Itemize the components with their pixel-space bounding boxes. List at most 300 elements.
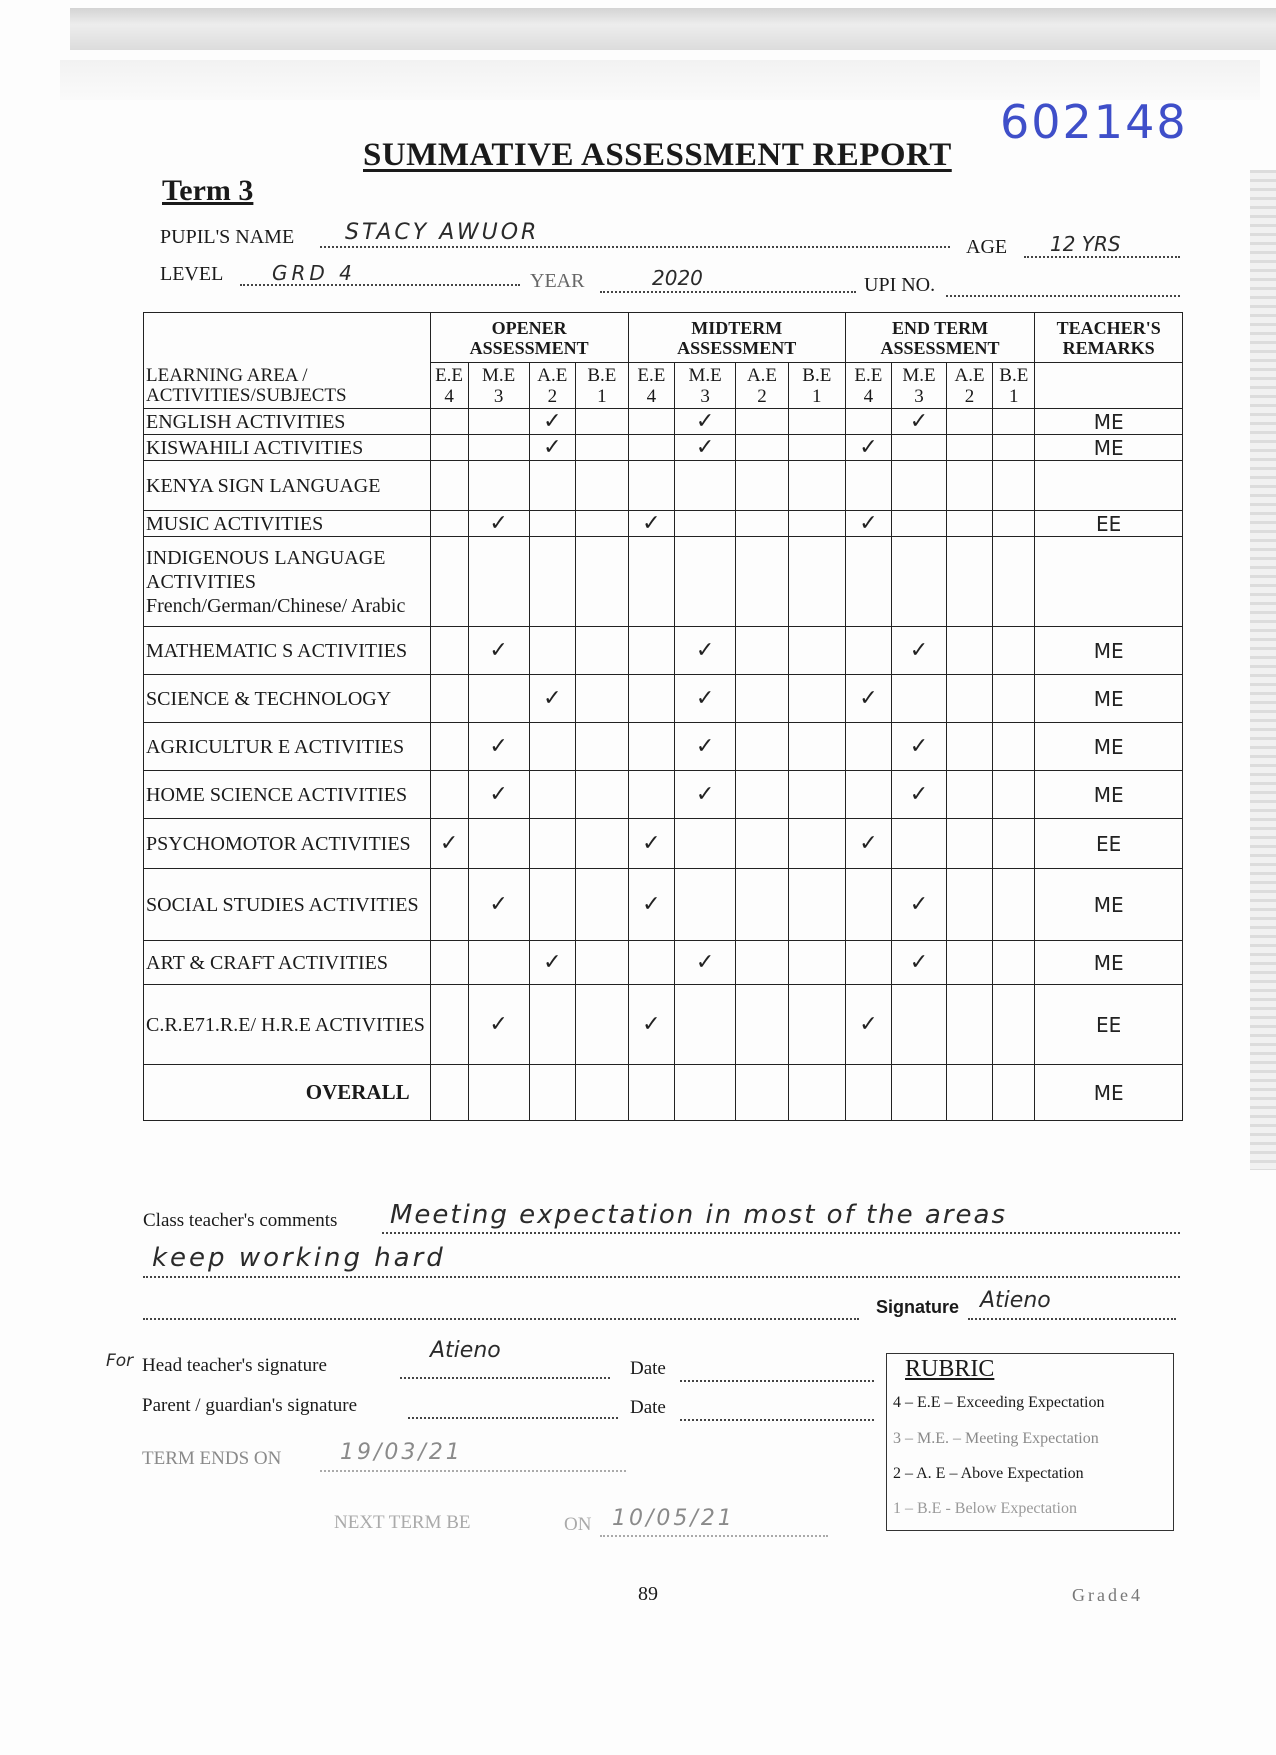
comments-text-1[interactable]: Meeting expectation in most of the areas xyxy=(390,1200,1008,1230)
next-term-on-label: ON xyxy=(564,1514,592,1535)
age-line xyxy=(1024,256,1180,258)
score-cell-endterm[interactable] xyxy=(892,723,947,771)
rubric-item-ee: 4 – E.E – Exceeding Expectation xyxy=(893,1394,1105,1411)
score-cell-endterm[interactable] xyxy=(946,675,992,723)
level-score: 4 xyxy=(444,385,454,407)
check-mark: ✓ xyxy=(489,892,508,917)
score-cell-opener[interactable] xyxy=(468,537,529,627)
level-score: 4 xyxy=(646,385,657,407)
score-cell-opener[interactable] xyxy=(576,435,629,461)
table-row xyxy=(144,435,1183,461)
overall-score-cell[interactable] xyxy=(892,1065,947,1121)
level-code: E.E xyxy=(854,364,883,386)
score-cell-midterm[interactable] xyxy=(736,771,789,819)
table-row xyxy=(144,819,1183,869)
score-cell-opener[interactable] xyxy=(576,409,629,435)
score-cell-midterm[interactable] xyxy=(736,627,789,675)
score-cell-endterm[interactable] xyxy=(892,435,947,461)
handwritten-number: 602148 xyxy=(1000,95,1188,149)
check-mark: ✓ xyxy=(695,409,715,434)
score-cell-midterm[interactable] xyxy=(788,941,845,985)
level-code: A.E xyxy=(954,364,985,386)
score-cell-midterm[interactable] xyxy=(788,461,845,511)
score-cell-midterm[interactable] xyxy=(628,461,674,511)
score-cell-midterm[interactable] xyxy=(788,675,845,723)
score-cell-endterm[interactable] xyxy=(892,675,947,723)
score-cell-opener[interactable] xyxy=(529,819,575,869)
score-cell-opener[interactable] xyxy=(529,941,575,985)
score-cell-endterm[interactable] xyxy=(845,511,891,537)
check-mark: ✓ xyxy=(543,409,562,434)
score-cell-midterm[interactable] xyxy=(788,869,845,941)
score-cell-opener[interactable] xyxy=(430,537,468,627)
overall-score-cell[interactable] xyxy=(529,1065,575,1121)
score-cell-endterm[interactable] xyxy=(993,675,1035,723)
pupil-name-value[interactable]: STACY AWUOR xyxy=(345,220,540,245)
overall-score-cell[interactable] xyxy=(845,1065,891,1121)
score-cell-opener[interactable] xyxy=(529,511,575,537)
level-code: B.E xyxy=(802,364,832,386)
level-score: 2 xyxy=(757,385,767,407)
teacher-remark[interactable]: EE xyxy=(1035,985,1183,1065)
score-cell-endterm[interactable] xyxy=(946,461,992,511)
score-cell-endterm[interactable] xyxy=(892,409,947,435)
score-cell-opener[interactable] xyxy=(529,627,575,675)
score-cell-midterm[interactable] xyxy=(788,409,845,435)
score-cell-midterm[interactable] xyxy=(788,511,845,537)
score-cell-opener[interactable] xyxy=(468,435,529,461)
score-cell-endterm[interactable] xyxy=(946,627,992,675)
score-cell-midterm[interactable] xyxy=(675,409,736,435)
year-label: YEAR xyxy=(530,270,585,292)
year-value[interactable]: 2020 xyxy=(652,266,703,290)
overall-score-cell[interactable] xyxy=(788,1065,845,1121)
score-cell-endterm[interactable] xyxy=(892,819,947,869)
level-header-cell xyxy=(845,363,891,409)
learning-area-label: HOME SCIENCE ACTIVITIES xyxy=(144,771,431,819)
score-cell-opener[interactable] xyxy=(576,985,629,1065)
check-mark: ✓ xyxy=(909,782,929,807)
learning-area-label: KISWAHILI ACTIVITIES xyxy=(144,435,431,461)
score-cell-endterm[interactable] xyxy=(946,409,992,435)
score-cell-midterm[interactable] xyxy=(736,985,789,1065)
score-cell-endterm[interactable] xyxy=(993,461,1035,511)
score-cell-midterm[interactable] xyxy=(736,941,789,985)
score-cell-opener[interactable] xyxy=(430,869,468,941)
head-date-label: Date xyxy=(630,1358,666,1379)
score-cell-midterm[interactable] xyxy=(628,627,674,675)
score-cell-opener[interactable] xyxy=(576,869,629,941)
score-cell-midterm[interactable] xyxy=(628,537,674,627)
comments-label: Class teacher's comments xyxy=(143,1210,338,1231)
overall-score-cell[interactable] xyxy=(675,1065,736,1121)
score-cell-opener[interactable] xyxy=(430,435,468,461)
score-cell-endterm[interactable] xyxy=(993,941,1035,985)
overall-score-cell[interactable] xyxy=(993,1065,1035,1121)
check-mark: ✓ xyxy=(909,409,929,434)
signature-label: Signature xyxy=(876,1297,960,1317)
learning-area-label: KENYA SIGN LANGUAGE xyxy=(144,461,431,511)
score-cell-midterm[interactable] xyxy=(675,675,736,723)
teacher-remark[interactable]: ME xyxy=(1035,435,1183,461)
rubric-item-me: 3 – M.E. – Meeting Expectation xyxy=(893,1430,1099,1447)
overall-score-cell[interactable] xyxy=(576,1065,629,1121)
score-cell-opener[interactable] xyxy=(430,819,468,869)
age-value[interactable]: 12 YRS xyxy=(1050,232,1121,256)
score-cell-opener[interactable] xyxy=(468,985,529,1065)
check-mark: ✓ xyxy=(859,511,878,536)
score-cell-opener[interactable] xyxy=(468,511,529,537)
score-cell-endterm[interactable] xyxy=(993,435,1035,461)
score-cell-midterm[interactable] xyxy=(788,435,845,461)
level-code: A.E xyxy=(746,364,778,386)
score-cell-opener[interactable] xyxy=(468,941,529,985)
score-cell-midterm[interactable] xyxy=(788,771,845,819)
learning-area-label: ART & CRAFT ACTIVITIES xyxy=(144,941,431,985)
check-mark: ✓ xyxy=(543,686,562,711)
score-cell-endterm[interactable] xyxy=(892,771,947,819)
score-cell-opener[interactable] xyxy=(529,675,575,723)
score-cell-midterm[interactable] xyxy=(628,435,674,461)
head-signature[interactable]: Atieno xyxy=(430,1338,501,1363)
table-row xyxy=(144,627,1183,675)
level-code: M.E xyxy=(902,364,936,386)
score-cell-opener[interactable] xyxy=(576,627,629,675)
parent-date-line[interactable] xyxy=(680,1419,874,1421)
level-header-cell xyxy=(946,363,992,409)
check-mark: ✓ xyxy=(859,435,878,460)
score-cell-opener[interactable] xyxy=(468,723,529,771)
check-mark: ✓ xyxy=(859,831,878,856)
learning-area-label: SCIENCE & TECHNOLOGY xyxy=(144,675,431,723)
score-cell-opener[interactable] xyxy=(576,819,629,869)
level-header-cell xyxy=(468,363,529,409)
score-cell-endterm[interactable] xyxy=(845,941,891,985)
level-score: 1 xyxy=(812,385,822,407)
score-cell-endterm[interactable] xyxy=(845,627,891,675)
teacher-remark[interactable]: ME xyxy=(1035,627,1183,675)
score-cell-opener[interactable] xyxy=(529,435,575,461)
upi-line[interactable] xyxy=(946,295,1180,297)
score-cell-opener[interactable] xyxy=(430,409,468,435)
score-cell-midterm[interactable] xyxy=(628,941,674,985)
overall-score-cell[interactable] xyxy=(946,1065,992,1121)
overall-score-cell[interactable] xyxy=(430,1065,468,1121)
score-cell-endterm[interactable] xyxy=(845,675,891,723)
score-cell-endterm[interactable] xyxy=(946,985,992,1065)
teacher-remark[interactable]: EE xyxy=(1035,511,1183,537)
check-mark: ✓ xyxy=(695,782,715,807)
score-cell-opener[interactable] xyxy=(468,675,529,723)
score-cell-midterm[interactable] xyxy=(736,869,789,941)
level-value[interactable]: GRD 4 xyxy=(272,261,356,285)
check-mark: ✓ xyxy=(642,1012,661,1037)
score-cell-midterm[interactable] xyxy=(736,435,789,461)
score-cell-opener[interactable] xyxy=(529,985,575,1065)
score-cell-opener[interactable] xyxy=(529,869,575,941)
score-cell-endterm[interactable] xyxy=(892,627,947,675)
score-cell-opener[interactable] xyxy=(430,511,468,537)
score-cell-endterm[interactable] xyxy=(845,435,891,461)
score-cell-endterm[interactable] xyxy=(845,409,891,435)
level-label: LEVEL xyxy=(160,263,224,285)
level-score: 3 xyxy=(493,385,504,407)
score-cell-opener[interactable] xyxy=(576,537,629,627)
check-mark: ✓ xyxy=(489,1012,508,1037)
pupil-name-label: PUPIL'S NAME xyxy=(160,226,295,248)
term-ends-label: TERM ENDS ON xyxy=(142,1448,282,1469)
level-code: M.E xyxy=(688,364,722,386)
teacher-remark[interactable] xyxy=(1035,461,1183,511)
teacher-remark[interactable]: EE xyxy=(1035,819,1183,869)
score-cell-opener[interactable] xyxy=(430,675,468,723)
level-header-cell xyxy=(675,363,736,409)
comments-line-3 xyxy=(143,1318,859,1320)
score-cell-endterm[interactable] xyxy=(946,537,992,627)
score-cell-midterm[interactable] xyxy=(675,435,736,461)
score-cell-midterm[interactable] xyxy=(675,537,736,627)
year-line xyxy=(600,291,856,293)
score-cell-opener[interactable] xyxy=(430,627,468,675)
score-cell-midterm[interactable] xyxy=(628,985,674,1065)
teacher-remark[interactable]: ME xyxy=(1035,409,1183,435)
teacher-remark[interactable]: ME xyxy=(1035,675,1183,723)
score-cell-endterm[interactable] xyxy=(892,985,947,1065)
score-cell-endterm[interactable] xyxy=(845,537,891,627)
check-mark: ✓ xyxy=(909,892,929,917)
score-cell-opener[interactable] xyxy=(576,723,629,771)
level-code: E.E xyxy=(637,364,666,386)
teacher-remark[interactable] xyxy=(1035,537,1183,627)
group-header-endterm: END TERM ASSESSMENT xyxy=(845,313,1035,363)
teacher-remark[interactable]: ME xyxy=(1035,941,1183,985)
parent-signature-line[interactable] xyxy=(408,1417,618,1419)
level-header-cell xyxy=(993,363,1035,409)
score-cell-midterm[interactable] xyxy=(628,675,674,723)
signature-line xyxy=(968,1318,1176,1320)
score-cell-midterm[interactable] xyxy=(788,723,845,771)
score-cell-endterm[interactable] xyxy=(892,869,947,941)
score-cell-opener[interactable] xyxy=(430,771,468,819)
table-row xyxy=(144,985,1183,1065)
table-row xyxy=(144,771,1183,819)
rubric-item-be: 1 – B.E - Below Expectation xyxy=(893,1500,1077,1517)
score-cell-midterm[interactable] xyxy=(675,985,736,1065)
score-cell-endterm[interactable] xyxy=(993,511,1035,537)
check-mark: ✓ xyxy=(439,831,459,856)
overall-score-cell[interactable] xyxy=(736,1065,789,1121)
score-cell-opener[interactable] xyxy=(529,771,575,819)
comments-line-1 xyxy=(382,1232,1180,1234)
score-cell-opener[interactable] xyxy=(468,461,529,511)
teacher-signature[interactable]: Atieno xyxy=(980,1288,1051,1313)
score-cell-opener[interactable] xyxy=(468,627,529,675)
level-code: E.E xyxy=(435,364,464,386)
page-number: 89 xyxy=(638,1583,658,1605)
remarks-header: TEACHER'S REMARKS xyxy=(1035,313,1183,363)
check-mark: ✓ xyxy=(642,831,661,856)
score-cell-midterm[interactable] xyxy=(736,461,789,511)
score-cell-endterm[interactable] xyxy=(993,409,1035,435)
score-cell-midterm[interactable] xyxy=(628,511,674,537)
teacher-remark[interactable]: ME xyxy=(1035,723,1183,771)
score-cell-midterm[interactable] xyxy=(736,819,789,869)
learning-area-label: AGRICULTUR E ACTIVITIES xyxy=(144,723,431,771)
teacher-remark[interactable]: ME xyxy=(1035,869,1183,941)
check-mark: ✓ xyxy=(642,511,661,536)
score-cell-midterm[interactable] xyxy=(628,723,674,771)
score-cell-endterm[interactable] xyxy=(993,771,1035,819)
score-cell-endterm[interactable] xyxy=(892,511,947,537)
score-cell-opener[interactable] xyxy=(576,461,629,511)
score-cell-opener[interactable] xyxy=(468,409,529,435)
check-mark: ✓ xyxy=(695,686,715,711)
score-cell-midterm[interactable] xyxy=(675,771,736,819)
term-heading: Term 3 xyxy=(162,174,254,207)
table-row xyxy=(144,537,1183,627)
score-cell-midterm[interactable] xyxy=(736,409,789,435)
score-cell-endterm[interactable] xyxy=(993,985,1035,1065)
score-cell-endterm[interactable] xyxy=(946,941,992,985)
score-cell-endterm[interactable] xyxy=(946,723,992,771)
check-mark: ✓ xyxy=(642,892,661,917)
score-cell-endterm[interactable] xyxy=(993,819,1035,869)
score-cell-opener[interactable] xyxy=(468,819,529,869)
check-mark: ✓ xyxy=(859,1012,878,1037)
head-date-line[interactable] xyxy=(680,1380,874,1382)
area-header: LEARNING AREA / ACTIVITIES/SUBJECTS xyxy=(144,313,431,409)
teacher-remark[interactable]: ME xyxy=(1035,771,1183,819)
score-cell-midterm[interactable] xyxy=(675,627,736,675)
level-score: 3 xyxy=(700,385,710,407)
score-cell-endterm[interactable] xyxy=(946,819,992,869)
score-cell-endterm[interactable] xyxy=(845,771,891,819)
score-cell-opener[interactable] xyxy=(576,941,629,985)
score-cell-endterm[interactable] xyxy=(993,537,1035,627)
score-cell-endterm[interactable] xyxy=(892,461,947,511)
check-mark: ✓ xyxy=(489,734,508,759)
score-cell-midterm[interactable] xyxy=(628,819,674,869)
score-cell-opener[interactable] xyxy=(430,461,468,511)
score-cell-midterm[interactable] xyxy=(736,511,789,537)
score-cell-endterm[interactable] xyxy=(946,511,992,537)
score-cell-midterm[interactable] xyxy=(788,819,845,869)
overall-row xyxy=(144,1065,1183,1121)
remarks-subheader xyxy=(1035,363,1183,409)
score-cell-endterm[interactable] xyxy=(845,461,891,511)
overall-score-cell[interactable] xyxy=(628,1065,674,1121)
score-cell-midterm[interactable] xyxy=(788,985,845,1065)
check-mark: ✓ xyxy=(909,950,929,975)
score-cell-endterm[interactable] xyxy=(993,869,1035,941)
score-cell-opener[interactable] xyxy=(430,985,468,1065)
score-cell-midterm[interactable] xyxy=(628,409,674,435)
check-mark: ✓ xyxy=(909,638,929,663)
check-mark: ✓ xyxy=(695,638,715,663)
table-row xyxy=(144,941,1183,985)
page-title: SUMMATIVE ASSESSMENT REPORT xyxy=(363,137,952,173)
table-row xyxy=(144,869,1183,941)
head-signature-label: Head teacher's signature xyxy=(142,1355,327,1376)
score-cell-endterm[interactable] xyxy=(946,771,992,819)
term-ends-value[interactable]: 19/03/21 xyxy=(340,1440,463,1465)
rubric-item-ae: 2 – A. E – Above Expectation xyxy=(893,1465,1084,1482)
score-cell-opener[interactable] xyxy=(468,869,529,941)
pupil-name-line xyxy=(320,246,950,248)
score-cell-opener[interactable] xyxy=(576,771,629,819)
score-cell-midterm[interactable] xyxy=(675,869,736,941)
score-cell-midterm[interactable] xyxy=(736,537,789,627)
score-cell-midterm[interactable] xyxy=(675,941,736,985)
score-cell-endterm[interactable] xyxy=(993,723,1035,771)
level-code: M.E xyxy=(481,364,516,386)
next-term-label: NEXT TERM BE xyxy=(334,1512,471,1533)
score-cell-endterm[interactable] xyxy=(845,985,891,1065)
score-cell-opener[interactable] xyxy=(529,461,575,511)
score-cell-midterm[interactable] xyxy=(736,675,789,723)
score-cell-opener[interactable] xyxy=(576,675,629,723)
score-cell-midterm[interactable] xyxy=(675,819,736,869)
level-header-cell xyxy=(628,363,674,409)
upi-label: UPI NO. xyxy=(864,274,936,296)
level-score: 2 xyxy=(547,385,558,407)
score-cell-opener[interactable] xyxy=(529,537,575,627)
score-cell-opener[interactable] xyxy=(430,723,468,771)
score-cell-opener[interactable] xyxy=(529,409,575,435)
overall-label: OVERALL xyxy=(144,1065,431,1121)
check-mark: ✓ xyxy=(695,435,715,460)
score-cell-midterm[interactable] xyxy=(788,627,845,675)
score-cell-midterm[interactable] xyxy=(675,461,736,511)
score-cell-endterm[interactable] xyxy=(845,819,891,869)
table-row xyxy=(144,723,1183,771)
overall-remark[interactable]: ME xyxy=(1035,1065,1183,1121)
score-cell-midterm[interactable] xyxy=(675,511,736,537)
score-cell-endterm[interactable] xyxy=(993,627,1035,675)
level-header-cell xyxy=(430,363,468,409)
score-cell-endterm[interactable] xyxy=(892,537,947,627)
level-header-cell xyxy=(788,363,845,409)
level-code: A.E xyxy=(537,364,568,386)
score-cell-endterm[interactable] xyxy=(892,941,947,985)
learning-area-label: SOCIAL STUDIES ACTIVITIES xyxy=(144,869,431,941)
score-cell-opener[interactable] xyxy=(430,941,468,985)
score-cell-midterm[interactable] xyxy=(628,869,674,941)
score-cell-endterm[interactable] xyxy=(845,723,891,771)
comments-text-2[interactable]: keep working hard xyxy=(152,1243,446,1273)
score-cell-opener[interactable] xyxy=(529,723,575,771)
learning-area-label: C.R.E71.R.E/ H.R.E ACTIVITIES xyxy=(144,985,431,1065)
score-cell-midterm[interactable] xyxy=(788,537,845,627)
score-cell-midterm[interactable] xyxy=(628,771,674,819)
score-cell-endterm[interactable] xyxy=(845,869,891,941)
check-mark: ✓ xyxy=(695,734,715,759)
score-cell-endterm[interactable] xyxy=(946,869,992,941)
assessment-table xyxy=(143,312,1183,1121)
table-body xyxy=(144,409,1183,1121)
score-cell-opener[interactable] xyxy=(468,771,529,819)
score-cell-midterm[interactable] xyxy=(736,723,789,771)
check-mark: ✓ xyxy=(909,734,929,759)
next-term-value[interactable]: 10/05/21 xyxy=(612,1506,735,1531)
level-header-cell xyxy=(529,363,575,409)
table-row xyxy=(144,409,1183,435)
score-cell-endterm[interactable] xyxy=(946,435,992,461)
score-cell-midterm[interactable] xyxy=(675,723,736,771)
scan-artifact xyxy=(70,8,1276,50)
overall-score-cell[interactable] xyxy=(468,1065,529,1121)
score-cell-opener[interactable] xyxy=(576,511,629,537)
